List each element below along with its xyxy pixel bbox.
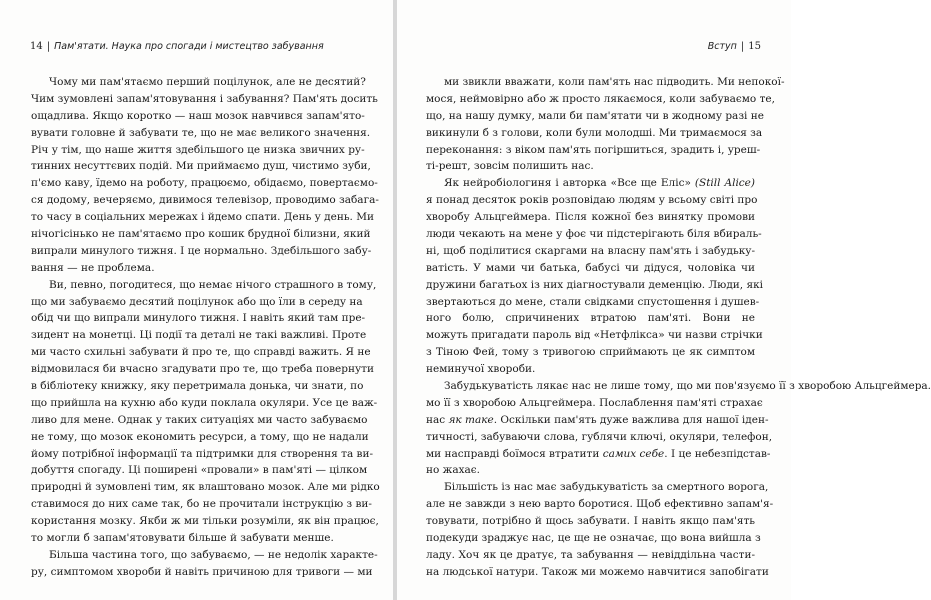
- text-line: Річ у тім, що наше життя здебільшого це низка звичних ру-: [31, 143, 365, 156]
- text-line: то часу в соціальних мережах і йдемо спати. День у день. Ми: [31, 211, 374, 224]
- text-line: ми насправді боїмося втратити самих себе. І це небезпідстав-: [426, 447, 771, 460]
- text-line: добуття спогаду. Ці поширені «провали» в пам'яті — цілком: [31, 464, 368, 477]
- text-line: ру, симптомом хвороби й навіть причиною для тривоги — ми: [31, 565, 373, 578]
- text-line: хворобу Альцгеймера. Після кожної без винятку промови: [426, 211, 755, 224]
- paragraph: [426, 479, 774, 580]
- text-line: переконання: з віком пам'ять погіршиться, зрадить і, уреш-: [426, 143, 761, 156]
- text-line: що, на нашу думку, мали би пам'ятати чи в жодному разі не: [426, 109, 764, 122]
- text-line: товувати, потрібно й щось забувати. І навіть якщо пам'ять: [426, 515, 755, 528]
- right-page: [397, 0, 931, 600]
- right-page-body: [426, 74, 931, 581]
- running-head-left: [30, 41, 324, 53]
- text-line: ми звикли вважати, коли пам'ять нас підводить. Ми непокої-: [444, 76, 785, 88]
- text-line: нічогісінько не пам'ятаємо про кошик брудної білизни, який: [31, 228, 371, 241]
- text-line: випрали минулого тижня. І це нормально. Здебільшого забу-: [31, 244, 372, 257]
- text-line: неминучої хвороби.: [426, 363, 536, 376]
- text-line: дружини багатьох із них діагностували деменцію. Люди, які: [426, 278, 764, 291]
- text-line: вання — не проблема.: [31, 261, 155, 274]
- chapter-title: Вступ: [707, 41, 737, 52]
- text-line: звертаються до мене, стали свідками спустошення і душев-: [426, 295, 760, 308]
- text-line: ладу. Хоч як це дратує, та забування — невіддільна части-: [426, 548, 755, 561]
- text-line: Ви, певно, погодитеся, що немає нічого страшного в тому,: [49, 278, 377, 291]
- paragraph: [31, 74, 379, 277]
- left-page: [0, 0, 394, 600]
- text-line: люди чекають на мене у фоє чи підстерігають біля вбираль-: [426, 228, 762, 241]
- text-line: ні, щоб поділитися скаргами на власну пам'ять і забудьку-: [426, 244, 755, 257]
- text-line: мося, неймовірно або ж просто лякаємося, коли забуваємо те,: [426, 92, 775, 105]
- text-line: но жахає.: [426, 464, 480, 477]
- page-number: 15: [748, 41, 761, 52]
- text-line: подекуди зраджує нас, це ще не означає, що вона вийшла з: [426, 532, 761, 545]
- text-line: ливо для мене. Однак у таких ситуаціях ми часто забуваємо: [31, 413, 368, 426]
- text-line: що ми забуваємо десятий поцілунок або що їли в середу на: [31, 295, 363, 308]
- text-line: ощадлива. Якщо коротко — наш мозок навчився запам'ято-: [31, 109, 365, 122]
- text-line: користання мозку. Якби ж ми тільки розуміли, як він працює,: [31, 515, 379, 528]
- text-line: нас як таке. Оскільки пам'ять дуже важлива для нашої іден-: [426, 413, 769, 426]
- text-line: ного болю, спричинених втратою пам'яті. Вони не: [426, 312, 755, 325]
- text-line: Більша частина того, що забуваємо, — не недолік характе-: [49, 548, 378, 561]
- text-line: зидент на монетці. Ці події та деталі не такі важливі. Проте: [31, 329, 367, 342]
- book-title: Пам'ятати. Наука про спогади і мистецтво забування: [54, 41, 324, 52]
- text-line: в бібліотеку книжку, яку перетримала донька, чи знати, по: [31, 380, 364, 393]
- text-line: йому потрібної інформації та підтримки для створення та ви-: [31, 447, 373, 460]
- text-line: відмовилася би вчасно згадувати про те, що треба повернути: [31, 363, 374, 376]
- text-line: ватість. У мами чи батька, бабусі чи дідуся, чоловіка чи: [426, 261, 755, 274]
- text-line: то могли б запам'ятовувати більше й забувати менше.: [31, 532, 334, 545]
- text-line: Як нейробіологиня і авторка «Все ще Еліс» (Still Alice): [444, 177, 755, 190]
- text-line: але не завжди з нею варто боротися. Щоб ефективно запам'я-: [426, 498, 774, 511]
- paragraph: [31, 277, 380, 547]
- text-line: Більшість із нас має забудькуватість за смертного ворога,: [444, 481, 769, 494]
- header-separator: |: [46, 41, 51, 52]
- text-line: вувати головне й забувати те, що не має великого значення.: [31, 126, 371, 139]
- text-line: ся додому, вечеряємо, дивимося телевізор, проводимо забага-: [31, 194, 379, 207]
- text-line: мо її з хворобою Альцгеймера. Послаблення пам'яті страхає: [426, 396, 763, 409]
- text-line: з Тіною Фей, тому з тривогою сприймають це як симптом: [426, 346, 755, 359]
- paragraph: [31, 547, 378, 581]
- text-line: обід чи що випрали минулого тижня. І навіть який там пре-: [31, 312, 366, 325]
- left-page-body: [31, 74, 380, 581]
- text-line: Чим зумовлені запам'ятовування і забування? Пам'ять досить: [31, 92, 378, 105]
- paragraph: [426, 74, 785, 175]
- text-line: викинули б з голови, коли були молодші. Ми тримаємося за: [426, 126, 763, 139]
- text-line: Чому ми пам'ятаємо перший поцілунок, але не десятий?: [49, 76, 366, 88]
- header-separator: |: [740, 41, 745, 52]
- text-line: тичності, забуваючи слова, гублячи ключі, окуляри, телефон,: [426, 430, 773, 443]
- text-line: на людської натури. Також ми можемо навчитися запобігати: [426, 565, 769, 578]
- text-line: Забудькуватість лякає нас не лише тому, що ми пов'язуємо її з хворобою Альцгеймера.: [444, 380, 931, 393]
- paragraph: [426, 378, 931, 479]
- page-number: 14: [30, 41, 43, 52]
- running-head-right: [708, 41, 761, 53]
- text-line: природні й зумовлені тим, як влаштовано мозок. Але ми рідко: [31, 481, 380, 494]
- text-line: ми часто схильні забувати й про те, що справді важить. Я не: [31, 346, 371, 359]
- text-line: не тому, що мозок економить ресурси, а тому, що не надали: [31, 430, 369, 443]
- text-line: ставимося до них саме так, бо не прочитали інструкцію з ви-: [31, 498, 372, 511]
- text-line: ті-решт, зовсім полишить нас.: [426, 160, 594, 173]
- text-line: тинних несуттєвих подій. Ми приймаємо душ, чистимо зуби,: [31, 160, 371, 173]
- text-line: що прийшла на кухню або куди поклала окуляри. Усе це важ-: [31, 396, 378, 409]
- text-line: я понад десяток років розповідаю людям у всьому світі про: [426, 194, 758, 207]
- text-line: можуть пригадати пароль від «Нетфлікса» чи назви стрічки: [426, 329, 763, 342]
- text-line: п'ємо каву, їдемо на роботу, працюємо, обідаємо, повертаємо-: [31, 177, 378, 190]
- paragraph: [426, 175, 764, 378]
